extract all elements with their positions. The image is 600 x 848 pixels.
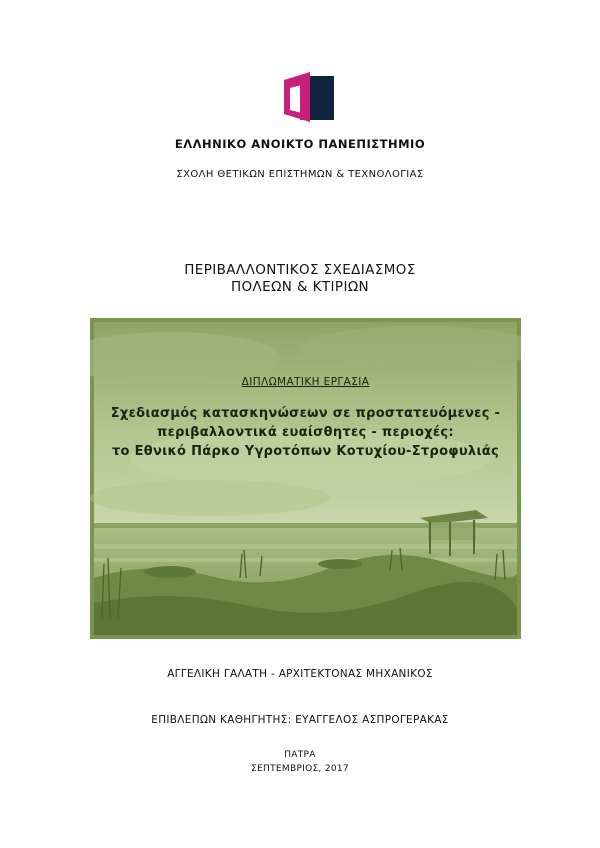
thesis-title-line3: το Εθνικό Πάρκο Υγροτόπων Κοτυχίου-Στροφυλιάς: [111, 444, 500, 459]
wetland-photo: [90, 318, 521, 639]
date: ΣΕΠΤΕΜΒΡΙΟΣ, 2017: [251, 764, 349, 774]
course-title-line1: ΠΕΡΙΒΑΛΛΟΝΤΙΚΟΣ ΣΧΕΔΙΑΣΜΟΣ: [184, 262, 416, 278]
course-title-line2: ΠΟΛΕΩΝ & ΚΤΙΡΙΩΝ: [230, 279, 370, 295]
thesis-title-line2: περιβαλλοντικά ευαίσθητες - περιοχές:: [157, 425, 454, 440]
author: ΑΓΓΕΛΙΚΗ ΓΑΛΑΤΗ - ΑΡΧΙΤΕΚΤΟΝΑΣ ΜΗΧΑΝΙΚΟΣ: [167, 668, 433, 680]
thesis-title-line1: Σχεδιασμός κατασκηνώσεων σε προστατευόμενες -: [110, 406, 501, 421]
university-name: ΕΛΛΗΝΙΚΟ ΑΝΟΙΚΤΟ ΠΑΝΕΠΙΣΤΗΜΙΟ: [174, 137, 426, 151]
school-name: ΣΧΟΛΗ ΘΕΤΙΚΩΝ ΕΠΙΣΤΗΜΩΝ & ΤΕΧΝΟΛΟΓΙΑΣ: [176, 169, 424, 180]
supervisor: ΕΠΙΒΛΕΠΩΝ ΚΑΘΗΓΗΤΗΣ: ΕΥΑΓΓΕΛΟΣ ΑΣΠΡΟΓΕΡΑΚΑΣ: [151, 714, 449, 726]
thesis-label: ΔΙΠΛΩΜΑΤΙΚΗ ΕΡΓΑΣΙΑ: [241, 376, 370, 388]
university-logo-icon: [282, 70, 336, 124]
city: ΠΑΤΡΑ: [284, 750, 316, 760]
thesis-title: [90, 404, 521, 461]
